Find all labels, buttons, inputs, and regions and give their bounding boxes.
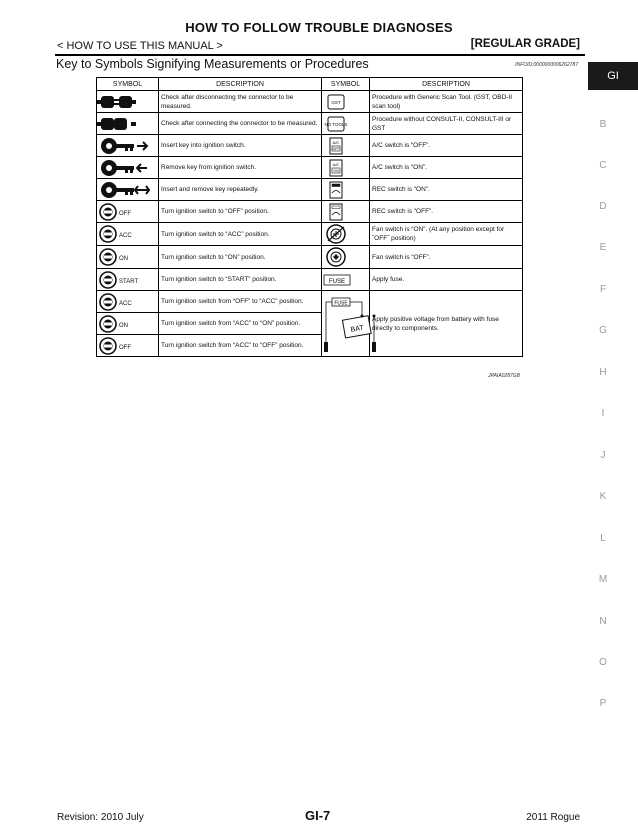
side-tab-g[interactable]: G xyxy=(599,325,607,336)
connector-connected-icon xyxy=(97,113,159,135)
svg-text:ON: ON xyxy=(333,168,339,173)
right-description: A/C switch is “ON”. xyxy=(370,157,523,179)
left-description: Check after connecting the connector to be measured. xyxy=(159,113,322,135)
side-tab-m[interactable]: M xyxy=(598,574,608,585)
table-row xyxy=(97,269,523,291)
side-tab-c[interactable]: C xyxy=(599,160,607,171)
section-title: Key to Symbols Signifying Measurements or Procedures xyxy=(56,57,369,71)
left-description: Insert key into ignition switch. xyxy=(159,135,322,157)
rec-on-icon xyxy=(322,179,370,201)
ignition-switch-off-transition-icon xyxy=(97,335,159,357)
right-description: A/C switch is “OFF”. xyxy=(370,135,523,157)
ignition-switch-off-icon xyxy=(97,201,159,223)
gst-icon xyxy=(322,91,370,113)
footer-page-number: GI-7 xyxy=(305,808,331,823)
grade-label: [REGULAR GRADE] xyxy=(470,38,580,50)
col-header-symbol: SYMBOL xyxy=(322,78,370,91)
table-row xyxy=(97,291,523,313)
left-description: Turn ignition switch to “ACC” position. xyxy=(159,223,322,246)
svg-text:A/C: A/C xyxy=(332,139,340,145)
left-description: Turn ignition switch from “ACC” to “OFF” position. xyxy=(159,335,322,357)
table-row xyxy=(97,179,523,201)
side-tab-p[interactable]: P xyxy=(599,698,607,709)
col-header-description: DESCRIPTION xyxy=(159,78,322,91)
side-tab-b[interactable]: B xyxy=(599,119,607,130)
ignition-switch-acc-icon xyxy=(97,223,159,246)
header-rule xyxy=(55,54,585,56)
fan-on-icon xyxy=(322,223,370,246)
battery-description: Apply positive voltage from battery with fuse directly to components. xyxy=(370,291,523,357)
side-tab-j[interactable]: J xyxy=(600,450,606,461)
side-tab-d[interactable]: D xyxy=(599,201,607,212)
svg-text:A/C: A/C xyxy=(332,161,340,167)
table-row xyxy=(97,113,523,135)
svg-text:ON: ON xyxy=(119,322,128,329)
footer-model: 2011 Rogue xyxy=(526,812,580,823)
side-tab-f[interactable]: F xyxy=(599,284,607,295)
symbol-table xyxy=(96,77,523,357)
svg-text:OFF: OFF xyxy=(332,146,340,151)
ac-on-icon xyxy=(322,157,370,179)
side-tab-n[interactable]: N xyxy=(599,616,607,627)
side-tab-e[interactable]: E xyxy=(599,242,607,253)
fan-off-icon xyxy=(322,246,370,269)
right-description: Procedure with Generic Scan Tool. (GST, OBD-II scan tool) xyxy=(370,91,523,113)
ignition-switch-acc-transition-icon xyxy=(97,291,159,313)
svg-text:FUSE: FUSE xyxy=(334,300,348,306)
breadcrumb: < HOW TO USE THIS MANUAL > xyxy=(57,40,223,52)
left-description: Turn ignition switch to “START” position. xyxy=(159,269,322,291)
right-description: Procedure without CONSULT-II, CONSULT-III or GST xyxy=(370,113,523,135)
right-description: Apply fuse. xyxy=(370,269,523,291)
left-description: Check after disconnecting the connector to be measured. xyxy=(159,91,322,113)
table-row xyxy=(97,223,523,246)
svg-text:ACC: ACC xyxy=(119,233,132,239)
left-description: Remove key from ignition switch. xyxy=(159,157,322,179)
rec-off-icon xyxy=(322,201,370,223)
left-description: Turn ignition switch from “OFF” to “ACC” position. xyxy=(159,291,322,313)
key-remove-icon xyxy=(97,157,159,179)
table-row xyxy=(97,157,523,179)
svg-text:START: START xyxy=(119,278,139,285)
side-tab-o[interactable]: O xyxy=(599,657,607,668)
table-row xyxy=(97,135,523,157)
key-insert-icon xyxy=(97,135,159,157)
battery-fuse-icon xyxy=(322,291,370,357)
right-description: REC switch is “ON”. xyxy=(370,179,523,201)
table-row xyxy=(97,91,523,113)
svg-text:ON: ON xyxy=(119,256,128,262)
svg-text:FUSE: FUSE xyxy=(328,278,346,285)
svg-text:OFF: OFF xyxy=(119,344,131,351)
ac-off-icon xyxy=(322,135,370,157)
svg-text:OFF: OFF xyxy=(119,210,131,217)
side-tab-active[interactable]: GI xyxy=(588,62,638,90)
fuse-icon xyxy=(322,269,370,291)
side-tab-h[interactable]: H xyxy=(599,367,607,378)
left-description: Turn ignition switch to “OFF” position. xyxy=(159,201,322,223)
svg-text:BAT: BAT xyxy=(350,324,365,334)
side-tab-i[interactable]: I xyxy=(601,408,605,419)
ignition-switch-on-icon xyxy=(97,246,159,269)
col-header-symbol: SYMBOL xyxy=(97,78,159,91)
key-insert-remove-icon xyxy=(97,179,159,201)
svg-text:NO TOOLS: NO TOOLS xyxy=(324,121,348,127)
svg-text:GST: GST xyxy=(331,99,341,105)
right-description: Fan switch is “ON”. (At any position except for ˝OFF˝ position) xyxy=(370,223,523,246)
ignition-switch-on-transition-icon xyxy=(97,313,159,335)
svg-text:ACC: ACC xyxy=(119,300,132,307)
side-tab-l[interactable]: L xyxy=(600,533,606,544)
connector-disconnected-icon xyxy=(97,91,159,113)
table-header-row xyxy=(97,78,523,91)
ignition-switch-start-icon xyxy=(97,269,159,291)
left-description: Turn ignition switch from “ACC” to “ON” position. xyxy=(159,313,322,335)
left-description: Insert and remove key repeatedly. xyxy=(159,179,322,201)
info-id: INFOID:0000000006262787 xyxy=(515,62,578,68)
page-header-title: HOW TO FOLLOW TROUBLE DIAGNOSES xyxy=(185,20,453,35)
right-description: Fan switch is “OFF”. xyxy=(370,246,523,269)
left-description: Turn ignition switch to “ON” position. xyxy=(159,246,322,269)
figure-id: JPAIA0287GB xyxy=(488,373,520,379)
footer-revision: Revision: 2010 July xyxy=(57,812,144,823)
col-header-description: DESCRIPTION xyxy=(370,78,523,91)
side-tab-k[interactable]: K xyxy=(599,491,607,502)
no-tools-icon xyxy=(322,113,370,135)
table-row xyxy=(97,201,523,223)
table-row xyxy=(97,246,523,269)
right-description: REC switch is “OFF”. xyxy=(370,201,523,223)
